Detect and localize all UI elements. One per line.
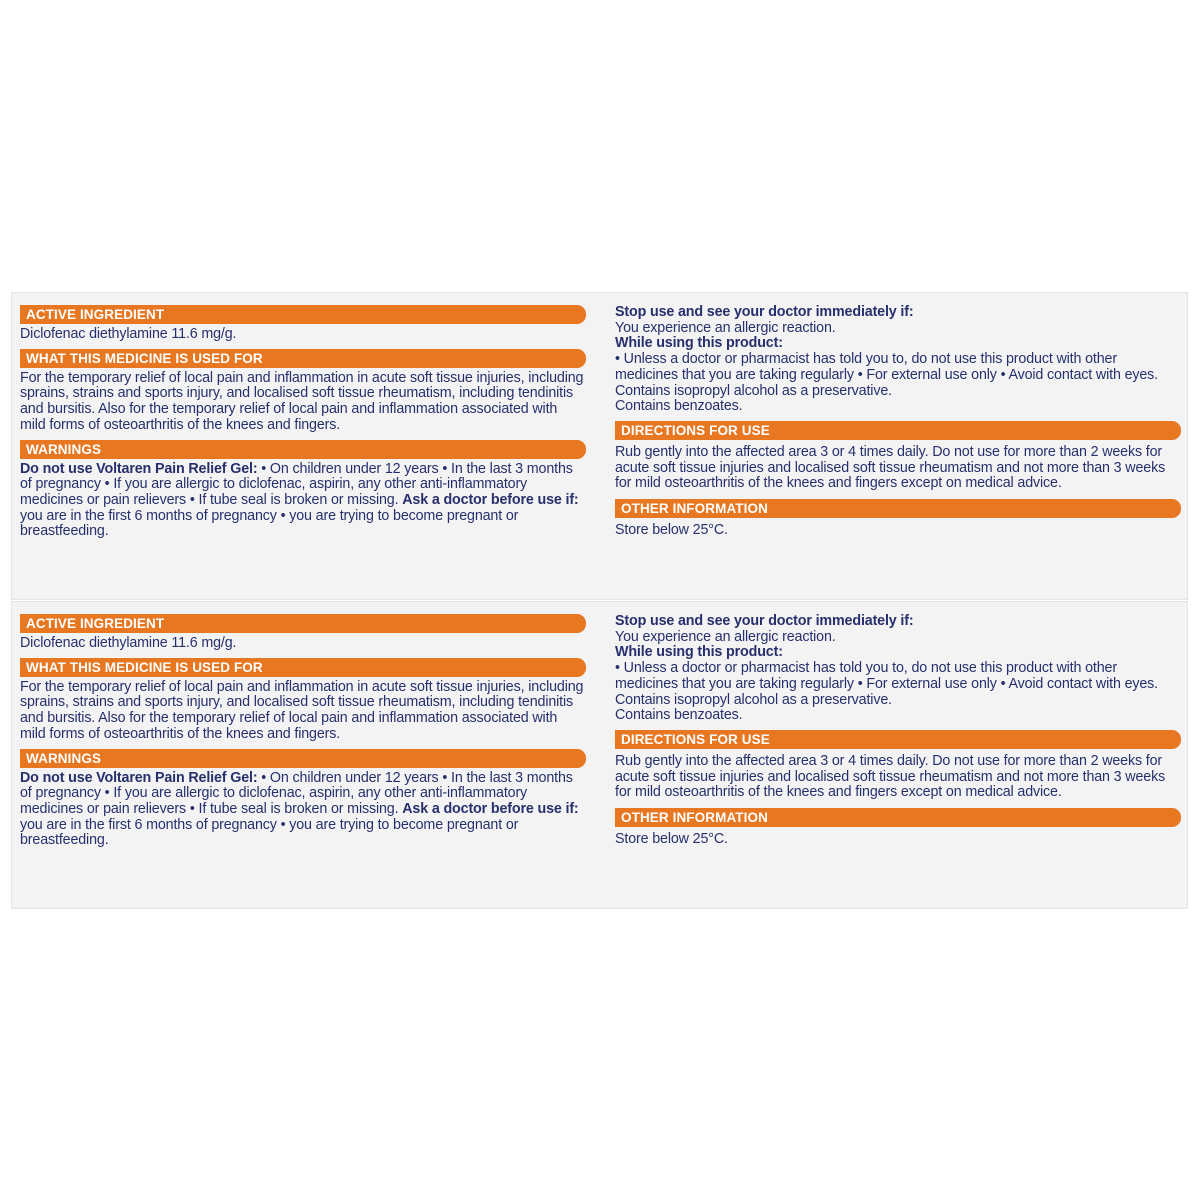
used-for-heading: WHAT THIS MEDICINE IS USED FOR [20,658,586,677]
while-using-text: • Unless a doctor or pharmacist has told you to, do not use this product with other medicines that you are taking regularly • For external use only • Avoid contact with eyes. [615,351,1158,383]
label-panel-2 [11,601,1188,909]
stop-use-label: Stop use and see your doctor immediately if: [615,304,914,320]
right-column [615,305,1181,539]
ask-doctor-text: you are in the first 6 months of pregnancy • you are trying to become pregnant or breastfeeding. [20,816,519,849]
active-ingredient-text: Diclofenac diethylamine 11.6 mg/g. [20,326,237,342]
do-not-use-label: Do not use Voltaren Pain Relief Gel: [20,460,258,477]
warnings-heading: WARNINGS [20,440,586,459]
left-column [20,614,586,849]
stop-use-block [615,614,1181,724]
stop-use-block [615,305,1181,415]
directions-heading: DIRECTIONS FOR USE [615,421,1181,440]
directions-text: Rub gently into the affected area 3 or 4 times daily. Do not use for more than 2 weeks for acute soft tissue injuries and localised soft tissue rheumatism and not more than 3 weeks for mild osteoarthritis of the knees and fingers except on medical advice. [615,752,1166,801]
while-using-label: While using this product: [615,335,783,352]
other-info-heading: OTHER INFORMATION [615,808,1181,827]
stop-use-label: Stop use and see your doctor immediately if: [615,613,914,629]
warnings-text [20,771,586,850]
directions-heading: DIRECTIONS FOR USE [615,730,1181,749]
while-using-label: While using this product: [615,644,783,661]
preservative-text: Contains isopropyl alcohol as a preservative. [615,691,892,708]
other-info-text: Store below 25°C. [615,831,728,848]
other-info-text: Store below 25°C. [615,522,728,539]
ask-doctor-label: Ask a doctor before use if: [402,800,579,817]
benzoates-text: Contains benzoates. [615,398,743,415]
benzoates-text: Contains benzoates. [615,707,743,724]
used-for-text: For the temporary relief of local pain and inflammation in acute soft tissue injuries, including sprains, strains and sports injury, and localised soft tissue rheumatism, including tendinitis and bursitis. Also for the temporary relief of local pain and inflammation associated with mild forms of osteoarthritis of the knees and fingers. [20,369,584,433]
active-ingredient-text: Diclofenac diethylamine 11.6 mg/g. [20,635,237,651]
right-column [615,614,1181,848]
stop-use-text: You experience an allergic reaction. [615,628,836,645]
ask-doctor-text: you are in the first 6 months of pregnancy • you are trying to become pregnant or breastfeeding. [20,507,519,540]
stop-use-text: You experience an allergic reaction. [615,319,836,336]
used-for-text: For the temporary relief of local pain and inflammation in acute soft tissue injuries, including sprains, strains and sports injury, and localised soft tissue rheumatism, including tendinitis and bursitis. Also for the temporary relief of local pain and inflammation associated with mild forms of osteoarthritis of the knees and fingers. [20,678,584,742]
preservative-text: Contains isopropyl alcohol as a preservative. [615,382,892,399]
directions-text: Rub gently into the affected area 3 or 4 times daily. Do not use for more than 2 weeks for acute soft tissue injuries and localised soft tissue rheumatism and not more than 3 weeks for mild osteoarthritis of the knees and fingers except on medical advice. [615,443,1166,492]
used-for-heading: WHAT THIS MEDICINE IS USED FOR [20,349,586,368]
do-not-use-text: • On children under 12 years • In the last 3 months of pregnancy • If you are allergic to diclofenac, aspirin, any other anti-inflammatory medicines or pain relievers • If tube seal is broken or missing. [20,769,573,817]
warnings-text [20,462,586,541]
do-not-use-label: Do not use Voltaren Pain Relief Gel: [20,769,258,786]
warnings-heading: WARNINGS [20,749,586,768]
while-using-text: • Unless a doctor or pharmacist has told you to, do not use this product with other medicines that you are taking regularly • For external use only • Avoid contact with eyes. [615,660,1158,692]
other-info-heading: OTHER INFORMATION [615,499,1181,518]
active-ingredient-heading: ACTIVE INGREDIENT [20,614,586,633]
active-ingredient-heading: ACTIVE INGREDIENT [20,305,586,324]
left-column [20,305,586,540]
do-not-use-text: • On children under 12 years • In the last 3 months of pregnancy • If you are allergic to diclofenac, aspirin, any other anti-inflammatory medicines or pain relievers • If tube seal is broken or missing. [20,460,573,508]
ask-doctor-label: Ask a doctor before use if: [402,491,579,508]
label-panel-1 [11,292,1188,600]
